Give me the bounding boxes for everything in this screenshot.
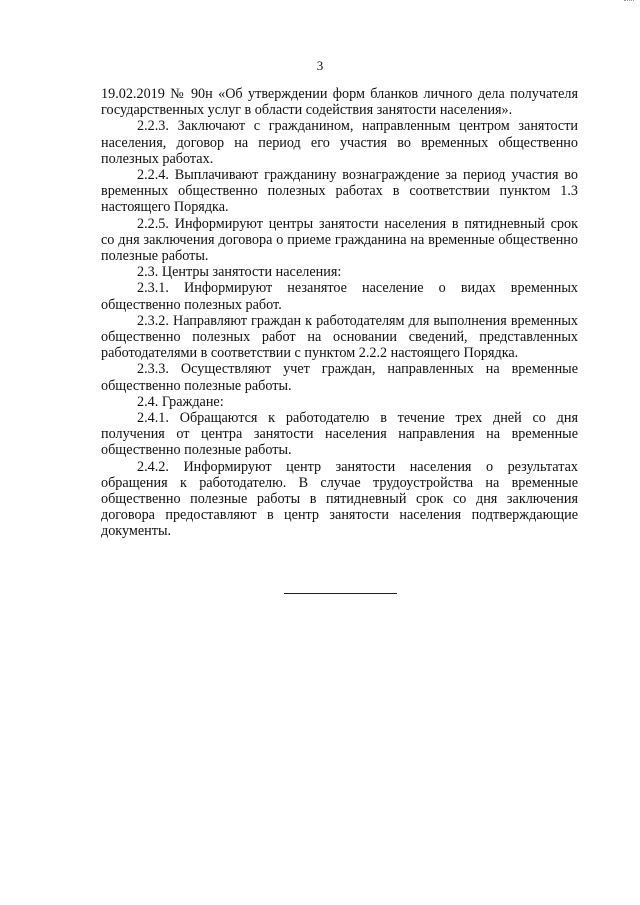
paragraph-2-3-2: 2.3.2. Направляют граждан к работодателям для выполнения временных общественно полезных работ на основании сведений, представленных работодателями в соответствии с пунктом 2.2.2 настоящего Порядка.: [101, 312, 578, 362]
paragraph-order-reference: 19.02.2019 № 90н «Об утверждении форм бланков личного дела получателя государственных услуг в области содействия занятости населения».: [101, 86, 578, 119]
paragraph-2-2-5: 2.2.5. Информируют центры занятости населения в пятидневный срок со дня заключения договора о приеме гражданина на временные общественно полезные работы.: [101, 215, 578, 265]
paragraph-2-2-4: 2.2.4. Выплачивают гражданину вознаграждение за период участия во временных общественно полезных работах в соответствии пунктом 1.3 настоящего Порядка.: [101, 167, 578, 216]
paragraph-2-3-3: 2.3.3. Осуществляют учет граждан, направленных на временные общественно полезные работы.: [101, 361, 578, 394]
scan-corner-mark: [624, 0, 634, 3]
paragraph-2-4-heading: 2.4. Граждане:: [137, 393, 224, 410]
paragraph-2-4-2: 2.4.2. Информируют центр занятости населения о результатах обращения к работодателю. В случае трудоустройства на временные общественно полезные работы в пятидневный срок со дня заключения договора предоставляют в центр занятости населения подтверждающие документы.: [101, 458, 578, 540]
paragraph-2-3-heading: 2.3. Центры занятости населения:: [137, 264, 342, 281]
page-number: 3: [316, 58, 324, 73]
paragraph-2-4-1: 2.4.1. Обращаются к работодателю в течение трех дней со дня получения от центра занятости населения направления на временные общественно полезные работы.: [101, 410, 578, 459]
document-body: [101, 86, 578, 540]
document-end-rule: [284, 593, 397, 594]
paragraph-2-3-1: 2.3.1. Информируют незанятое население о видах временных общественно полезных работ.: [101, 280, 578, 313]
paragraph-2-2-3: 2.2.3. Заключают с гражданином, направленным центром занятости населения, договор на период его участия во временных общественно полезных работах.: [101, 118, 578, 167]
